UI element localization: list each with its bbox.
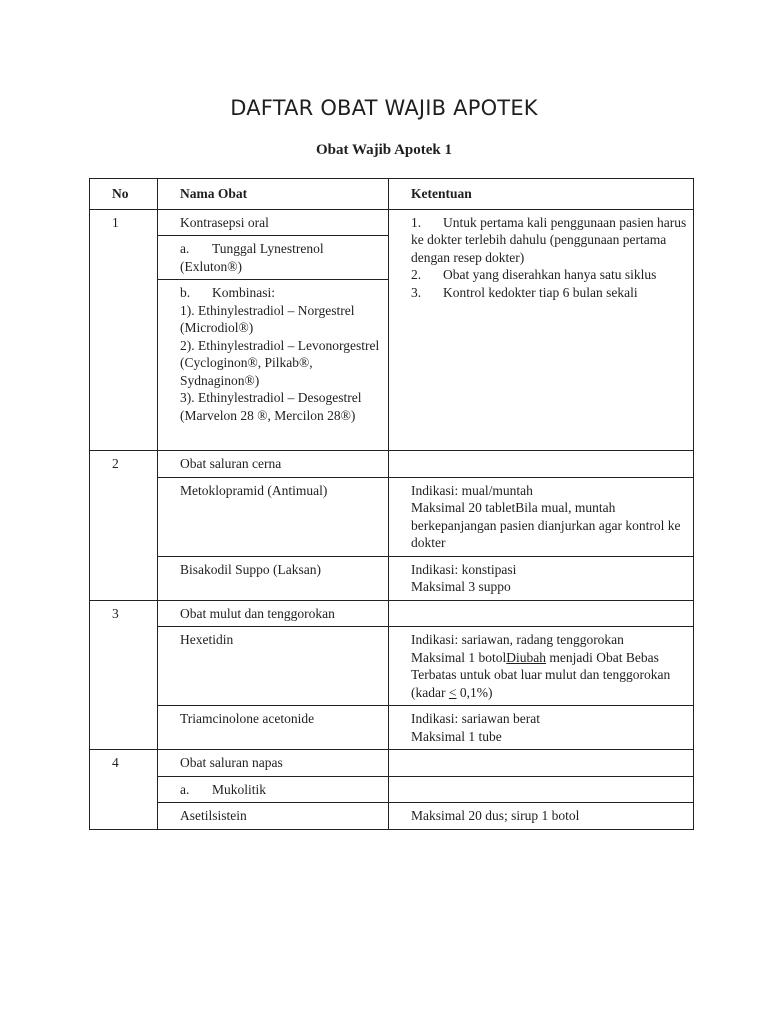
drug-name-text: Kombinasi: <box>212 285 275 300</box>
row-number: 3 <box>90 600 158 750</box>
drug-rule <box>389 600 694 627</box>
drug-rule <box>389 627 694 706</box>
rule-max: Maksimal 20 tabletBila mual, muntah berkepanjangan pasien dianjurkan agar kontrol ke dokter <box>411 500 681 550</box>
rule-text: Kontrol kedokter tiap 6 bulan sekali <box>443 284 638 300</box>
table-row <box>90 627 694 706</box>
drug-name: Obat mulut dan tenggorokan <box>158 600 389 627</box>
document-title: DAFTAR OBAT WAJIB APOTEK <box>230 96 538 120</box>
rule-text: 0,1%) <box>456 684 493 700</box>
rule-text: Obat yang diserahkan hanya satu siklus <box>443 267 657 282</box>
table-row <box>90 477 694 556</box>
drug-name: Triamcinolone acetonide <box>158 706 389 750</box>
table-header-row <box>90 179 694 210</box>
drug-rule <box>389 556 694 600</box>
row-number: 2 <box>90 451 158 601</box>
header-nama-obat: Nama Obat <box>158 179 389 210</box>
drug-name <box>158 236 389 280</box>
drug-name: Hexetidin <box>158 627 389 706</box>
drug-name: Asetilsistein <box>158 803 389 830</box>
rule-indication: Indikasi: konstipasi <box>411 561 517 577</box>
list-marker: a. <box>180 781 190 797</box>
document-subtitle: Obat Wajib Apotek 1 <box>315 142 452 158</box>
drug-name-text: Mukolitik <box>212 781 267 797</box>
table-row <box>90 776 694 803</box>
list-marker: a. <box>180 241 190 256</box>
drug-combination: 1). Ethinylestradiol – Norgestrel (Microdiol®) <box>180 302 355 335</box>
rule-indication: Indikasi: mual/muntah <box>411 482 533 498</box>
drug-name: Metoklopramid (Antimual) <box>158 477 389 556</box>
drug-combination: 3). Ethinylestradiol – Desogestrel (Marvelon 28 ®, Mercilon 28®) <box>180 390 362 423</box>
table-row <box>90 706 694 750</box>
row-number: 4 <box>90 750 158 830</box>
drug-name <box>158 776 389 803</box>
header-no: No <box>90 179 158 210</box>
rule-max: Maksimal 3 suppo <box>411 579 511 594</box>
table-row <box>90 600 694 627</box>
drug-name-text: Tunggal Lynestrenol (Exluton®) <box>180 241 324 274</box>
table-row <box>90 209 694 236</box>
rule-indication: Indikasi: sariawan, radang tenggorokan <box>411 632 624 647</box>
drug-name: Kontrasepsi oral <box>158 209 389 236</box>
rule-text: menjadi Obat Bebas Terbatas untuk obat luar mulut dan tenggorokan (kadar <box>411 649 671 700</box>
drug-rule <box>389 209 694 451</box>
row-number: 1 <box>90 209 158 451</box>
drug-combination: 2). Ethinylestradiol – Levonorgestrel (Cycloginon®, Pilkab®, Sydnaginon®) <box>180 337 380 388</box>
drug-name: Obat saluran cerna <box>158 451 389 478</box>
list-marker: b. <box>180 285 191 300</box>
rule-max: Maksimal 1 tube <box>411 728 502 744</box>
rule-changed-text: Diubah <box>506 649 546 665</box>
header-ketentuan: Ketentuan <box>389 179 694 210</box>
list-marker: 2. <box>411 267 422 282</box>
list-marker: 1. <box>411 214 422 230</box>
drug-rule <box>389 706 694 750</box>
drug-rule <box>389 477 694 556</box>
table-row <box>90 451 694 478</box>
rule-max <box>411 649 693 702</box>
drug-rule: Maksimal 20 dus; sirup 1 botol <box>389 803 694 830</box>
table-row <box>90 556 694 600</box>
drug-name: Obat saluran napas <box>158 750 389 777</box>
rule-indication: Indikasi: sariawan berat <box>411 711 540 726</box>
drug-table <box>89 178 694 830</box>
drug-name: Bisakodil Suppo (Laksan) <box>158 556 389 600</box>
drug-rule <box>389 776 694 803</box>
drug-rule <box>389 451 694 478</box>
drug-name <box>158 280 389 451</box>
less-than-sign: < <box>448 684 457 700</box>
drug-rule <box>389 750 694 777</box>
list-marker: 3. <box>411 284 422 300</box>
rule-text: Maksimal 1 botol <box>411 649 507 665</box>
table-row <box>90 750 694 777</box>
rule-text: Untuk pertama kali penggunaan pasien harus ke dokter terlebih dahulu (penggunaan pertama dengan resep dokter) <box>411 214 687 265</box>
table-row <box>90 803 694 830</box>
